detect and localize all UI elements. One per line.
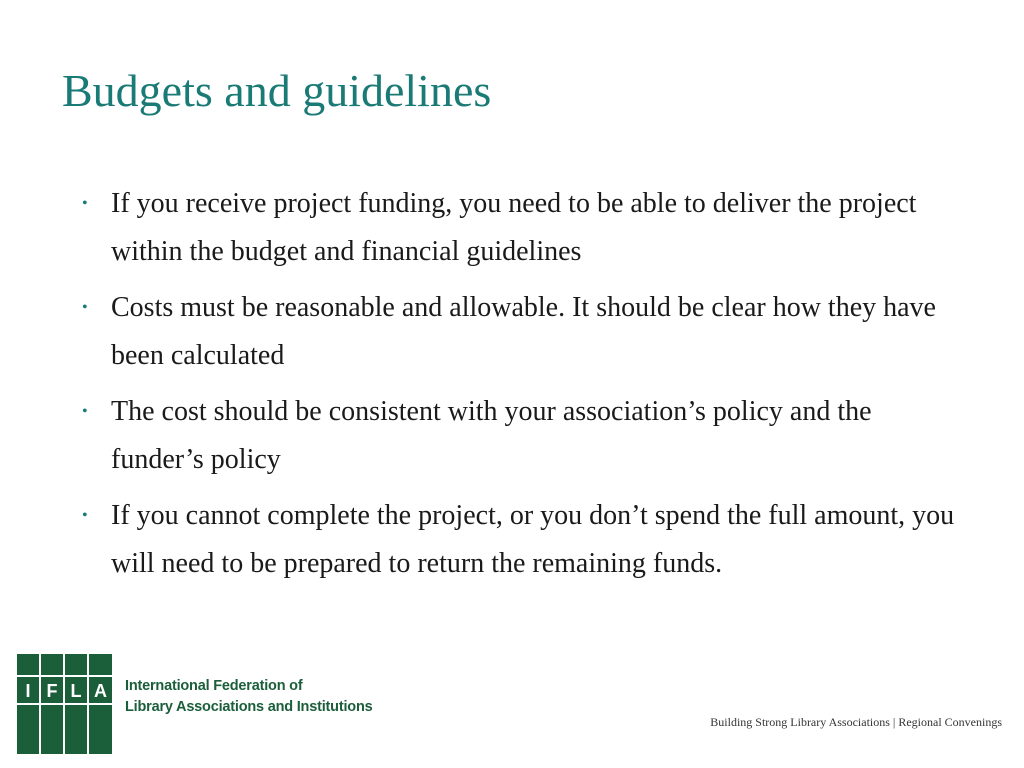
bullet-dot-icon: • xyxy=(82,507,88,524)
logo-letter: I xyxy=(25,681,31,701)
logo-letter: L xyxy=(70,681,82,701)
bullet-item xyxy=(82,388,962,484)
bullet-text: Costs must be reasonable and allowable. It should be clear how they have been calculated xyxy=(111,292,936,371)
bullet-list xyxy=(82,180,962,596)
bullet-text: The cost should be consistent with your association’s policy and the funder’s policy xyxy=(111,396,872,475)
bullet-dot-icon: • xyxy=(82,195,88,212)
slide-title: Budgets and guidelines xyxy=(62,65,492,116)
bullet-text: If you receive project funding, you need to be able to deliver the project within the budget and financial guidelines xyxy=(111,188,917,267)
bullet-dot-icon: • xyxy=(82,403,88,420)
bullet-dot-icon: • xyxy=(82,299,88,316)
bullet-item xyxy=(82,492,962,588)
org-name-line-2: Library Associations and Institutions xyxy=(125,699,373,715)
logo-letter: F xyxy=(46,681,58,701)
bullet-item xyxy=(82,284,962,380)
org-name-line-1: International Federation of xyxy=(125,678,303,694)
bullet-item xyxy=(82,180,962,276)
organization-name xyxy=(125,676,372,718)
ifla-logo-icon xyxy=(17,654,112,754)
logo-letter: A xyxy=(94,681,107,701)
footer-text: Building Strong Library Associations | Regional Convenings xyxy=(710,715,1002,729)
bullet-text: If you cannot complete the project, or you don’t spend the full amount, you will need to be prepared to return the remaining funds. xyxy=(111,500,955,579)
